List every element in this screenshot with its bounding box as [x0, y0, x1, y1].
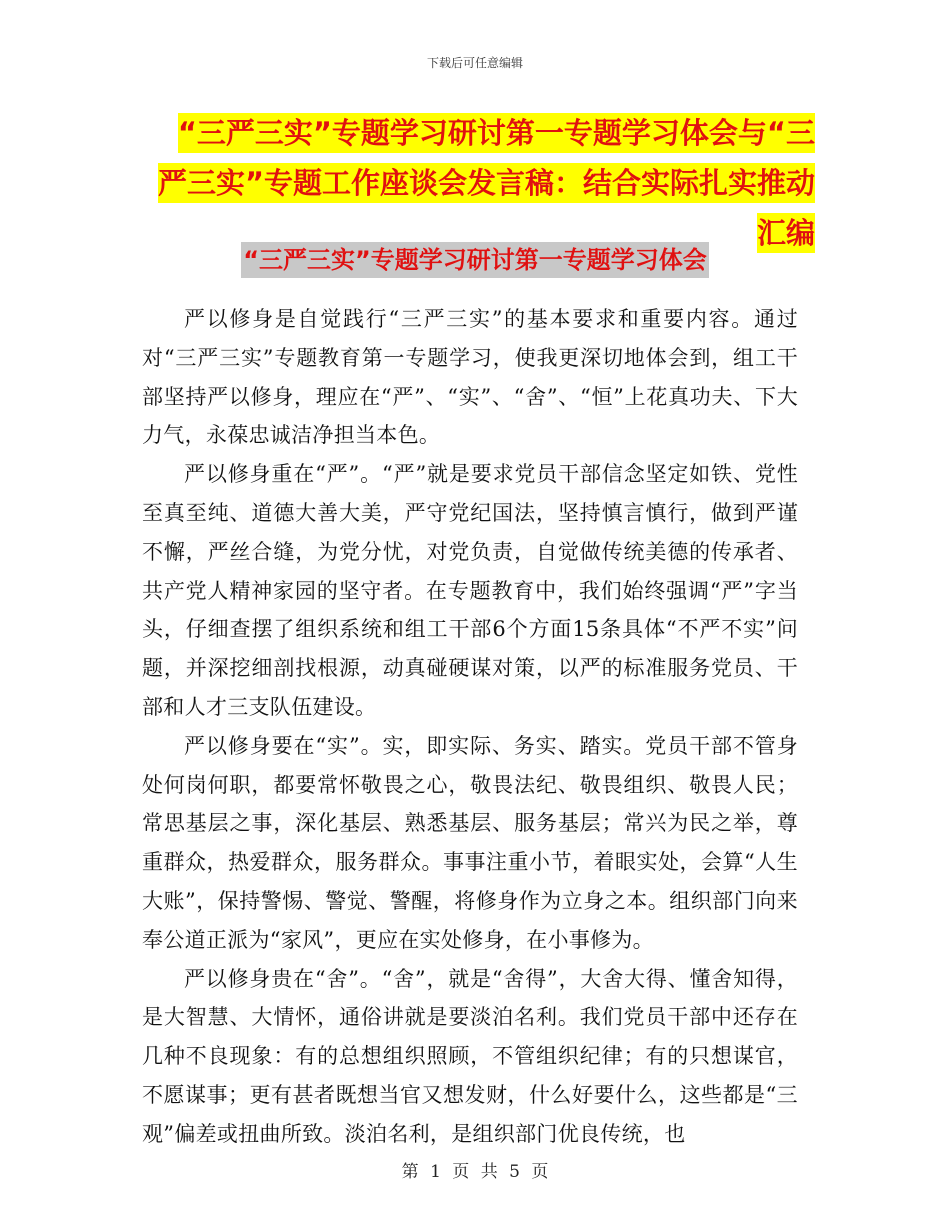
page-header-note: 下载后可任意编辑 [426, 56, 523, 70]
document-body [142, 300, 798, 1154]
paragraph: 严以修身是自觉践行“三严三实”的基本要求和重要内容。通过对“三严三实”专题教育第一专题学习，使我更深切地体会到，组工干部坚持严以修身，理应在“严”、“实”、“舍”、“恒”上花真功夫、下大力气，永葆忠诚洁净担当本色。 [142, 307, 798, 448]
paragraph: 严以修身贵在“舍”。“舍”，就是“舍得”，大舍大得、懂舍知得，是大智慧、大情怀，通俗讲就是要淡泊名利。我们党员干部中还存在几种不良现象：有的总想组织照顾，不管组织纪律；有的只想谋官，不愿谋事；更有甚者既想当官又想发财，什么好要什么，这些都是“三观”偏差或扭曲所致。淡泊名利，是组织部门优良传统，也 [142, 966, 798, 1146]
paragraph: 严以修身重在“严”。“严”就是要求党员干部信念坚定如铁、党性至真至纯、道德大善大美，严守党纪国法，坚持慎言慎行，做到严谨不懈，严丝合缝，为党分忧，对党负责，自觉做传统美德的传承者、共产党人精神家园的坚守者。在专题教育中，我们始终强调“严”字当头，仔细查摆了组织系统和组工干部6个方面15条具体“不严不实”问题，并深挖细剖找根源，动真碰硬谋对策，以严的标准服务党员、干部和人才三支队伍建设。 [142, 462, 798, 719]
document-title [140, 108, 815, 258]
section-title [0, 240, 950, 280]
section-title-text: “三严三实”专题学习研讨第一专题学习体会 [241, 242, 709, 278]
paragraph: 严以修身要在“实”。实，即实际、务实、踏实。党员干部不管身处何岗何职，都要常怀敬畏之心，敬畏法纪、敬畏组织、敬畏人民；常思基层之事，深化基层、熟悉基层、服务基层；常兴为民之举，尊重群众，热爱群众，服务群众。事事注重小节，着眼实处，会算“人生大账”，保持警惕、警觉、警醒，将修身作为立身之本。组织部门向来奉公道正派为“家风”，更应在实处修身，在小事修为。 [142, 733, 798, 952]
title-line-1: “三严三实”专题学习研讨第一专题学习体会与“三 [178, 113, 815, 153]
page-number: 第 1 页 共 5 页 [401, 1162, 549, 1182]
title-line-2: 严三实”专题工作座谈会发言稿：结合实际扎实推动汇编 [158, 163, 815, 253]
